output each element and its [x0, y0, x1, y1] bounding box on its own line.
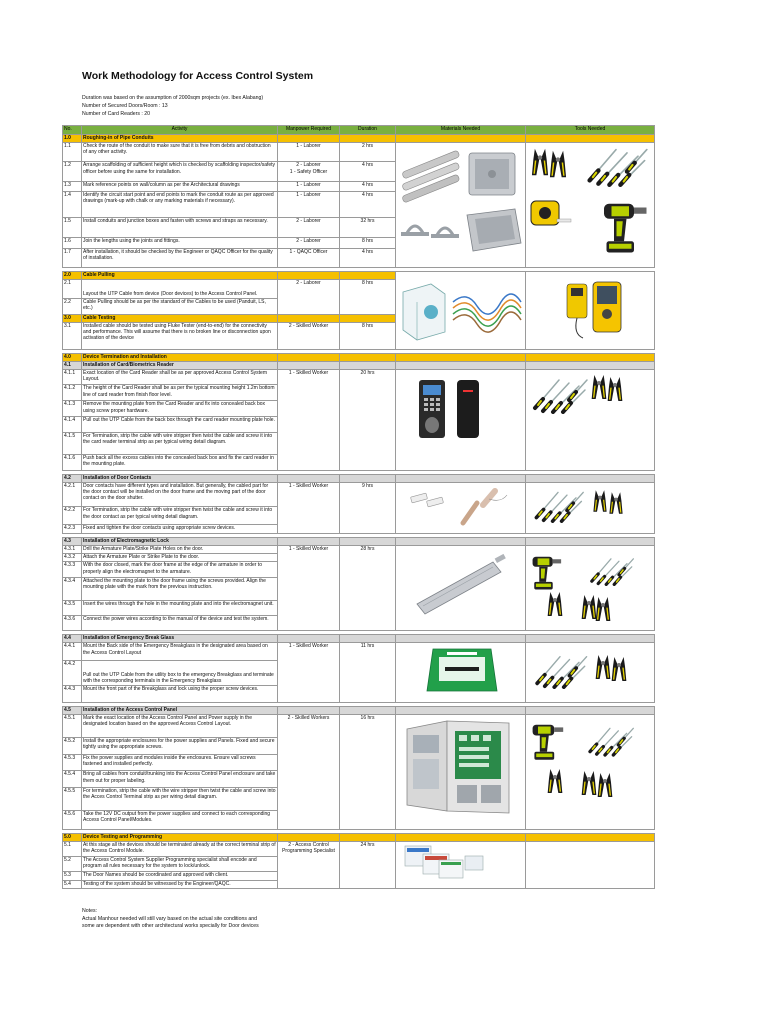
- materials-cell-breakglass: [396, 643, 526, 702]
- cable-tester-icon: [567, 282, 621, 338]
- tools-cell-mag-lock: [526, 546, 655, 631]
- section-number: 3.0: [63, 314, 82, 322]
- step-number: 4.5.2: [63, 738, 82, 755]
- step-activity: Fix the power supplies and modules inside the enclosures. Ensure vall screws fastened and installed perfectly.: [82, 754, 278, 771]
- step-activity: Check the route of the conduit to make sure that it is free from debris and obstruction of any other activity.: [82, 143, 278, 162]
- junction-box-icon: [469, 153, 515, 195]
- step-activity: Join the lengths using the joints and fittings.: [82, 237, 278, 248]
- conduit-pipes-icon: [402, 150, 460, 203]
- panel-tools-figure: [527, 715, 655, 827]
- subsection-number: 4.5: [63, 706, 82, 714]
- header-no: No.: [63, 126, 82, 135]
- step-number: 5.2: [63, 857, 82, 872]
- step-number: 1.4: [63, 191, 82, 218]
- screwdriver-set-icon: [592, 559, 634, 585]
- step-activity: Push back all the excess cables into the concealed back box and fix the card reader in the mounting plate.: [82, 455, 278, 471]
- door-contact-tools-figure: [527, 483, 655, 531]
- section-title: Roughing-in of Pipe Conduits: [82, 135, 278, 143]
- tools-cell-breakglass: [526, 643, 655, 702]
- step-number: 4.4.3: [63, 685, 82, 702]
- materials-cell-cabling: [396, 272, 526, 349]
- step-activity: For Termination, strip the cable with wire stripper then twist the cable and screw it into the door contact as per typical wiring detail diagram.: [82, 507, 278, 524]
- step-manpower: 1 - Laborer: [278, 191, 340, 218]
- step-duration: 24 hrs: [340, 842, 396, 889]
- step-duration: 8 hrs: [340, 322, 396, 349]
- step-number: 2.1: [63, 280, 82, 298]
- tools-cell-cabling: [526, 272, 655, 349]
- step-manpower: 1 - Laborer: [278, 143, 340, 162]
- step-number: 1.3: [63, 181, 82, 191]
- step-manpower: 1 - Skilled Worker: [278, 482, 340, 533]
- step-activity: Arrange scaffolding of sufficient height which is checked by scaffolding inspector/safety officer before using the same for installation.: [82, 162, 278, 181]
- screwdriver-set-icon: [590, 728, 633, 755]
- step-number: 1.6: [63, 237, 82, 248]
- step-manpower: 2 - Laborer: [278, 280, 340, 314]
- step-manpower: 2 - Access Control Programming Specialist: [278, 842, 340, 889]
- step-activity: Exact location of the Card Reader shall be as per approved Access Control System Layout.: [82, 369, 278, 385]
- wire-stripper-icon: [592, 375, 623, 401]
- materials-cell-card-reader: [396, 369, 526, 470]
- assumption-doors: Number of Secured Doors/Room : 13: [82, 103, 168, 109]
- materials-cell-mag-lock: [396, 546, 526, 631]
- section-number: 5.0: [63, 834, 82, 842]
- subsection-title: Installation of Emergency Break Glass: [82, 635, 278, 643]
- table-row: [63, 143, 655, 162]
- step-number: 1.1: [63, 143, 82, 162]
- table-row: [63, 842, 655, 857]
- cabling-tools-figure: [527, 272, 655, 346]
- subsection-row: [63, 635, 655, 643]
- tools-cell-door-contacts: [526, 482, 655, 533]
- assumption-duration: Duration was based on the assumption of 2000sqm projects (ex. Ibex Alabang): [82, 95, 264, 101]
- section-title: Cable Testing: [82, 314, 278, 322]
- step-number: 4.2.1: [63, 482, 82, 506]
- access-control-panel-icon: [407, 721, 509, 813]
- conduit-tools-figure: [527, 143, 655, 265]
- subsection-number: 4.3: [63, 538, 82, 546]
- section-title: Cable Pulling: [82, 272, 278, 280]
- step-activity: At this stage all the devices should be terminated already at the correct terminal strip of the Access Control Module.: [82, 842, 278, 857]
- step-number: 4.3.6: [63, 616, 82, 631]
- mag-lock-figure: [397, 546, 526, 628]
- step-duration: 28 hrs: [340, 546, 396, 631]
- step-duration: 9 hrs: [340, 482, 396, 533]
- screwdriver-set-icon: [590, 150, 647, 185]
- step-number: 1.5: [63, 218, 82, 237]
- step-manpower: 1 - Skilled Worker: [278, 369, 340, 470]
- table-header-row: [63, 126, 655, 135]
- table-row: [63, 482, 655, 506]
- tape-measure-icon: [531, 201, 571, 225]
- step-number: 5.3: [63, 872, 82, 881]
- section-title: Device Testing and Programming: [82, 834, 278, 842]
- door-contact-figure: [397, 483, 526, 531]
- card-reader-tools-figure: [527, 370, 655, 468]
- project-assumptions: [82, 94, 263, 118]
- materials-cell-software: [396, 842, 526, 889]
- step-number: 1.7: [63, 248, 82, 268]
- notes-heading: Notes:: [82, 908, 97, 914]
- step-manpower: 1 - Laborer: [278, 181, 340, 191]
- table-row: [63, 643, 655, 660]
- step-activity: Install the appropriate enclosures for the power supplies and Panels. Fixed and secure tightly using the appropriate screws.: [82, 738, 278, 755]
- step-number: 4.1.4: [63, 417, 82, 433]
- section-row: [63, 135, 655, 143]
- step-activity: Door contacts have different types and installation. But generally, the cabled part for the door contact will be installed on the door frame and the moving part of the door contact on the door shutter.: [82, 482, 278, 506]
- notes: [82, 908, 259, 931]
- step-duration: 11 hrs: [340, 643, 396, 702]
- step-number: 4.1.1: [63, 369, 82, 385]
- breakglass-tools-figure: [527, 643, 655, 699]
- header-manpower: Manpower Required: [278, 126, 340, 135]
- emergency-breakglass-icon: [427, 649, 497, 691]
- software-screens-icon: [405, 846, 483, 878]
- step-activity: Attach the Armature Plate or Strike Plate to the door.: [82, 554, 278, 562]
- step-number: 4.1.2: [63, 385, 82, 401]
- utp-cable-box-icon: [453, 294, 521, 332]
- step-number: 4.5.1: [63, 714, 82, 737]
- step-activity: Mark the exact location of the Access Control Panel and Power supply in the designated location based on the approved Access Control Layout.: [82, 714, 278, 737]
- step-activity: Mount the front part of the Breakglass and lock using the proper screw devices.: [82, 685, 278, 702]
- junction-box-icon: [467, 209, 521, 251]
- section-row: [63, 834, 655, 842]
- section-number: 2.0: [63, 272, 82, 280]
- step-activity: The Access Control System Supplier Programming specialist shall encode and program all rules necessary for the system to lock/unlock.: [82, 857, 278, 872]
- conduit-materials-figure: [397, 143, 526, 265]
- section-row: [63, 353, 655, 361]
- card-reader-icon: [457, 380, 479, 438]
- step-duration: 4 hrs: [340, 191, 396, 218]
- step-manpower: 1 - Skilled Worker: [278, 643, 340, 702]
- section-number: 1.0: [63, 135, 82, 143]
- step-activity: The Door Names should be coordinated and approved with client.: [82, 872, 278, 881]
- subsection-number: 4.1: [63, 361, 82, 369]
- software-figure: [397, 842, 526, 886]
- cordless-drill-icon: [604, 204, 647, 253]
- step-manpower: 2 - Laborer: [278, 237, 340, 248]
- step-activity: The height of the Card Reader shall be as per the typical mounting height 1.2m bottom line of card reader from finish floor level.: [82, 385, 278, 401]
- subsection-number: 4.2: [63, 474, 82, 482]
- subsection-number: 4.4: [63, 635, 82, 643]
- step-activity: Testing of the system should be witnessed by the Engineer/QAQC.: [82, 880, 278, 889]
- screwdriver-set-icon: [536, 492, 583, 521]
- step-activity: Take the 12V DC output from the power supplies and connect to each corresponding Access Control Panel/Modules.: [82, 811, 278, 830]
- step-duration: 20 hrs: [340, 369, 396, 470]
- card-reader-figure: [397, 370, 526, 468]
- door-contact-icon: [410, 493, 443, 507]
- header-tools: Tools Needed: [526, 126, 655, 135]
- step-manpower: 1 - Skilled Worker: [278, 546, 340, 631]
- step-manpower: 2 - Laborer: [278, 218, 340, 237]
- step-number: 4.3.4: [63, 577, 82, 600]
- subsection-title: Installation of Electromagnetic Lock: [82, 538, 278, 546]
- header-duration: Duration: [340, 126, 396, 135]
- step-activity: Bring all cables from conduit/trunking into the Access Control Panel enclosure and take them out for proper labeling.: [82, 771, 278, 788]
- step-number: 4.1.3: [63, 401, 82, 417]
- step-number: 4.5.6: [63, 811, 82, 830]
- step-duration: 8 hrs: [340, 280, 396, 314]
- cabling-materials-figure: [397, 272, 526, 346]
- screwdriver-set-icon: [537, 657, 586, 687]
- step-activity: For Termination, strip the cable with wire stripper then twist the cable and screw it into the card reader terminal strip as per typical wiring detail diagram.: [82, 432, 278, 454]
- wire-stripper-icon: [596, 655, 627, 681]
- table-row: [63, 369, 655, 385]
- step-activity: After installation, it should be checked by the Engineer or QAQC Officer for the quality of installation.: [82, 248, 278, 268]
- step-number: 4.3.2: [63, 554, 82, 562]
- step-activity: Connect the power wires according to the manual of the device and test the system.: [82, 616, 278, 631]
- step-activity: For termination, strip the cable with the wire stripper then twist the cable and screw into the Acces Control Terminal strip as per wiring detail diagram.: [82, 787, 278, 810]
- pipe-strap-icon: [401, 226, 459, 238]
- step-duration: 8 hrs: [340, 237, 396, 248]
- magnetic-lock-icon: [417, 554, 506, 614]
- step-activity: Cable Pulling should be as per the standard of the Cables to be used (Panduit, LS, etc.): [82, 298, 278, 314]
- step-number: 4.1.6: [63, 455, 82, 471]
- step-number: 4.3.1: [63, 546, 82, 554]
- table-row: [63, 546, 655, 554]
- subsection-row: [63, 474, 655, 482]
- breakglass-figure: [397, 643, 526, 699]
- step-activity: Fixed and tighten the door contacts using appropriate screw devices.: [82, 524, 278, 533]
- step-number: 3.1: [63, 322, 82, 349]
- step-manpower: 2 - Skilled Workers: [278, 714, 340, 829]
- step-duration: 4 hrs: [340, 162, 396, 181]
- page-title: Work Methodology for Access Control System: [82, 70, 314, 82]
- assumption-card-readers: Number of Card Readers : 20: [82, 111, 151, 117]
- step-number: 4.2.3: [63, 524, 82, 533]
- notes-line: some are dependent with other architectural works specially for Door devices: [82, 923, 259, 929]
- step-number: 4.5.4: [63, 771, 82, 788]
- section-row: [63, 272, 655, 280]
- methodology-table: [62, 125, 655, 889]
- step-activity: Pull out the UTP Cable from the utility box to the emergency Breakglass and terminate with the corresponding terminals in the Emergency Breakglass: [82, 660, 278, 685]
- subsection-title: Installation of Card/Biometrics Reader: [82, 361, 278, 369]
- subsection-row: [63, 361, 655, 369]
- step-activity: Drill the Armature Plate/Strike Plate Holes on the door.: [82, 546, 278, 554]
- section-number: 4.0: [63, 353, 82, 361]
- step-activity: Identify the circuit start point and end points to mark the conduit route as per approved drawings (mark-up with chalk or any marking materials if necessary).: [82, 191, 278, 218]
- wire-stripper-icon: [532, 149, 566, 177]
- wire-stripper-icon: [548, 769, 563, 793]
- step-activity: Layout the UTP Cable from device (Door devices) to the Access Control Panel.: [82, 280, 278, 298]
- step-number: 4.3.3: [63, 562, 82, 577]
- step-number: 4.5.3: [63, 754, 82, 771]
- step-number: 4.2.2: [63, 507, 82, 524]
- step-number: 2.2: [63, 298, 82, 314]
- mag-lock-tools-figure: [527, 546, 655, 628]
- step-manpower: 2 - Skilled Worker: [278, 322, 340, 349]
- header-materials: Materials Needed: [396, 126, 526, 135]
- step-duration: 4 hrs: [340, 181, 396, 191]
- step-activity: Pull out the UTP Cable from the back box through the card reader mounting plate hole.: [82, 417, 278, 433]
- step-number: 4.5.5: [63, 787, 82, 810]
- step-number: 4.4.1: [63, 643, 82, 660]
- step-activity: Installed cable should be tested using Fluke Tester (end-to-end) for the connectivity and performance. This will assume that there is no broken line or disconnection upon activation of the device: [82, 322, 278, 349]
- tools-cell-card-reader: [526, 369, 655, 470]
- header-activity: Activity: [82, 126, 278, 135]
- cordless-drill-icon: [533, 724, 564, 759]
- step-activity: Remove the mounting plate from the Card Reader and fix into concealed back box using screw proper hardware.: [82, 401, 278, 417]
- wire-stripper-icon: [548, 592, 563, 616]
- section-title: Device Termination and Installation: [82, 353, 278, 361]
- materials-cell-door-contacts: [396, 482, 526, 533]
- wire-stripper-icon: [593, 490, 622, 514]
- tools-cell-conduits: [526, 143, 655, 268]
- step-manpower: 1 - QAQC Officer: [278, 248, 340, 268]
- notes-line: Actual Manhour needed will still vary based on the actual site conditions and: [82, 915, 258, 922]
- materials-cell-conduits: [396, 143, 526, 268]
- cordless-drill-icon: [533, 557, 562, 590]
- step-number: 1.2: [63, 162, 82, 181]
- materials-cell-panel: [396, 714, 526, 829]
- tools-cell-software: [526, 842, 655, 889]
- screwdriver-set-icon: [535, 380, 587, 412]
- subsection-row: [63, 538, 655, 546]
- wire-stripper-icon: [582, 771, 613, 797]
- step-activity: Install conduits and junction boxes and fasten with screws and straps as necessary.: [82, 218, 278, 237]
- subsection-row: [63, 706, 655, 714]
- step-duration: 2 hrs: [340, 143, 396, 162]
- step-duration: 4 hrs: [340, 248, 396, 268]
- step-activity: Mark reference points on wall/column as per the Architectural drawings: [82, 181, 278, 191]
- table-row: [63, 714, 655, 737]
- panel-figure: [397, 715, 526, 827]
- step-duration: 16 hrs: [340, 714, 396, 829]
- step-number: 5.1: [63, 842, 82, 857]
- utp-cable-box-icon: [403, 284, 445, 340]
- methodology-sheet: [62, 125, 654, 889]
- step-number: 4.1.5: [63, 432, 82, 454]
- tools-cell-panel: [526, 714, 655, 829]
- step-activity: Mount the Back side of the Emergency Breakglass in the designated area based on the Access Control Layout: [82, 643, 278, 660]
- step-number: 4.4.2: [63, 660, 82, 685]
- step-activity: With the door closed, mark the door frame at the edge of the armature in order to properly align the electromagnet to the armature.: [82, 562, 278, 577]
- step-duration: 32 hrs: [340, 218, 396, 237]
- subsection-title: Installation of Door Contacts: [82, 474, 278, 482]
- wire-stripper-icon: [582, 595, 611, 621]
- step-activity: Insert the wires through the hole in the mounting plate and into the electromagnet unit.: [82, 600, 278, 615]
- step-number: 5.4: [63, 880, 82, 889]
- card-reader-icon: [419, 380, 445, 438]
- step-activity: Attached the mounting plate to the door frame using the screws provided. Align the mounting plate with the mark from the previous instruction.: [82, 577, 278, 600]
- subsection-title: Installation of the Access Control Panel: [82, 706, 278, 714]
- step-manpower: 2 - Laborer 1 - Safety Officer: [278, 162, 340, 181]
- step-number: 4.3.5: [63, 600, 82, 615]
- door-contact-icon: [463, 491, 507, 523]
